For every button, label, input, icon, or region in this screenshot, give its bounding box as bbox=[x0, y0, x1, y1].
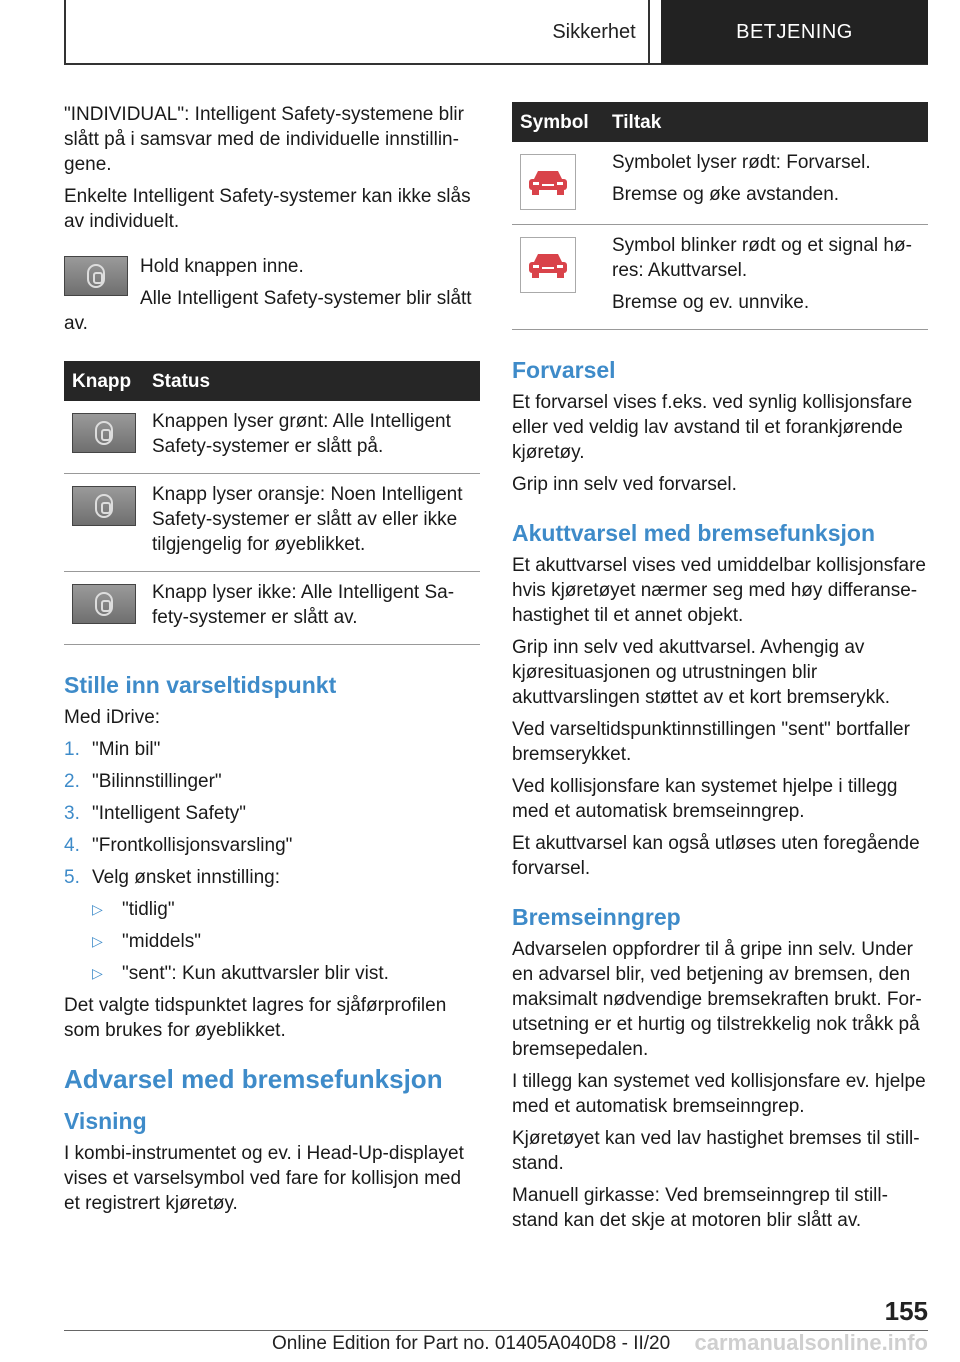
header-chapter: BETJENING bbox=[661, 0, 928, 64]
paragraph-acute-1: Et akuttvarsel vises ved umiddelbar kollisjonsfare hvis kjøretøyet nærmer seg med høy differansehastighet til et annet objekt. bbox=[512, 555, 926, 626]
hold-text-1: Hold knappen inne. bbox=[140, 256, 304, 277]
list-item: ▷ "middels" bbox=[92, 931, 201, 952]
paragraph-brake-2: I tillegg kan systemet ved kollisjonsfare ev. hjelpe med et automatisk bremseinngrep. bbox=[512, 1071, 926, 1117]
safety-button-icon bbox=[64, 256, 128, 296]
list-item: 4. "Frontkollisjonsvarsling" bbox=[64, 835, 293, 856]
table-row bbox=[512, 142, 928, 225]
col-button-header: Knapp bbox=[64, 361, 144, 401]
paragraph-pre-1: Et forvarsel vises f.eks. ved synlig kollisjonsfare eller ved veldig lav avstand til et forankjørende kjøretøy. bbox=[512, 392, 913, 463]
action-cell: Symbolet lyser rødt: Forvarsel. Bremse og øke avstanden. bbox=[604, 142, 928, 225]
paragraph-brake-4: Manuell girkasse: Ved bremseinngrep til stillstand kan det skje at motoren blir slått av. bbox=[512, 1185, 888, 1231]
paragraph-acute-4: Ved kollisjonsfare kan systemet hjelpe i tillegg med et automatisk bremseinngrep. bbox=[512, 776, 898, 822]
status-cell: Knappen lyser grønt: Alle Intelligent Safety-systemer er slått på. bbox=[144, 401, 480, 474]
hold-text-2: Alle Intelligent Safety-systemer blir slått av. bbox=[64, 288, 472, 334]
col-status-header: Status bbox=[144, 361, 480, 401]
collision-warning-car-icon bbox=[520, 154, 576, 210]
idrive-intro: Med iDrive: bbox=[64, 707, 161, 728]
list-item: 2. "Bilinnstillinger" bbox=[64, 771, 222, 792]
status-cell: Knapp lyser oransje: Noen Intelligent Safety-systemer er slått av eller ikke tilgjengelig for øyeblikket. bbox=[144, 474, 480, 572]
paragraph-acute-2: Grip inn selv ved akuttvarsel. Avhengig av kjøresituasjonen og utrustningen blir akuttvarslingen støttet av et kort bremserykk. bbox=[512, 637, 891, 708]
heading-brake-intervention: Bremseinngrep bbox=[512, 904, 681, 930]
table-row bbox=[64, 572, 480, 645]
heading-pre-warning: Forvarsel bbox=[512, 357, 616, 383]
page-number: 155 bbox=[884, 1296, 928, 1326]
action-cell: Symbol blinker rødt og et signal høres: Akuttvarsel. Bremse og ev. unnvike. bbox=[604, 225, 928, 330]
triangle-bullet-icon: ▷ bbox=[92, 901, 103, 917]
paragraph-saved: Det valgte tidspunktet lagres for sjåførprofilen som brukes for øyeblikket. bbox=[64, 995, 447, 1041]
setting-options bbox=[92, 897, 480, 986]
table-row bbox=[64, 474, 480, 572]
header-section: Sikkerhet bbox=[540, 0, 650, 64]
paragraph-brake-1: Advarselen oppfordrer til å gripe inn selv. Under en advarsel blir, ved betjening av bremsen, den maksimalt nødvendige bremsekraften brukt. Forutsetning er et hurtig og tilstrekkelig nok tråkk på bremsepedalen. bbox=[512, 939, 922, 1060]
status-cell: Knapp lyser ikke: Alle Intelligent Safety-systemer er slått av. bbox=[144, 572, 480, 645]
list-item: 5. Velg ønsket innstilling: bbox=[64, 867, 280, 888]
paragraph-acute-3: Ved varseltidspunktinnstillingen "sent" bortfaller bremserykket. bbox=[512, 719, 910, 765]
list-item: ▷ "sent": Kun akuttvarsler blir vist. bbox=[92, 963, 389, 984]
paragraph-display: I kombi-instrumentet og ev. i Head-Up-displayet vises et varselsymbol ved fare for kollisjon med et registrert kjøretøy. bbox=[64, 1143, 464, 1214]
safety-button-off-icon bbox=[72, 584, 136, 624]
left-column bbox=[64, 102, 480, 1223]
list-item: ▷ "tidlig" bbox=[92, 899, 175, 920]
symbol-action-table bbox=[512, 102, 928, 330]
idrive-steps bbox=[64, 737, 480, 890]
hold-button-instruction bbox=[64, 254, 480, 343]
col-action-header: Tiltak bbox=[604, 102, 928, 142]
table-row bbox=[64, 401, 480, 474]
col-symbol-header: Symbol bbox=[512, 102, 604, 142]
list-item: 1. "Min bil" bbox=[64, 739, 161, 760]
right-column bbox=[512, 102, 928, 1240]
safety-button-green-icon bbox=[72, 413, 136, 453]
collision-warning-car-icon bbox=[520, 237, 576, 293]
heading-acute-warning: Akuttvarsel med bremsefunksjon bbox=[512, 520, 876, 546]
heading-display: Visning bbox=[64, 1108, 147, 1134]
triangle-bullet-icon: ▷ bbox=[92, 965, 103, 981]
header-left-rule bbox=[64, 0, 66, 64]
list-item: 3. "Intelligent Safety" bbox=[64, 803, 246, 824]
table-row bbox=[512, 225, 928, 330]
paragraph-pre-2: Grip inn selv ved forvarsel. bbox=[512, 474, 737, 495]
paragraph-brake-3: Kjøretøyet kan ved lav hastighet bremses til stillstand. bbox=[512, 1128, 920, 1174]
footer-edition: Online Edition for Part no. 01405A040D8 - II/20 bbox=[272, 1333, 671, 1354]
button-status-table bbox=[64, 361, 480, 645]
heading-warning-brake: Advarsel med bremsefunksjon bbox=[64, 1064, 443, 1094]
paragraph-acute-5: Et akuttvarsel kan også utløses uten foregående forvarsel. bbox=[512, 833, 920, 879]
paragraph-individual: "INDIVIDUAL": Intelligent Safety-systemene blir slått på i samsvar med de individuelle innstillingene. bbox=[64, 104, 464, 175]
heading-set-warning-time: Stille inn varseltidspunkt bbox=[64, 672, 337, 698]
watermark: carmanualsonline.info bbox=[694, 1330, 928, 1355]
paragraph-individual-off: Enkelte Intelligent Safety-systemer kan ikke slås av individuelt. bbox=[64, 186, 471, 232]
triangle-bullet-icon: ▷ bbox=[92, 933, 103, 949]
safety-button-orange-icon bbox=[72, 486, 136, 526]
